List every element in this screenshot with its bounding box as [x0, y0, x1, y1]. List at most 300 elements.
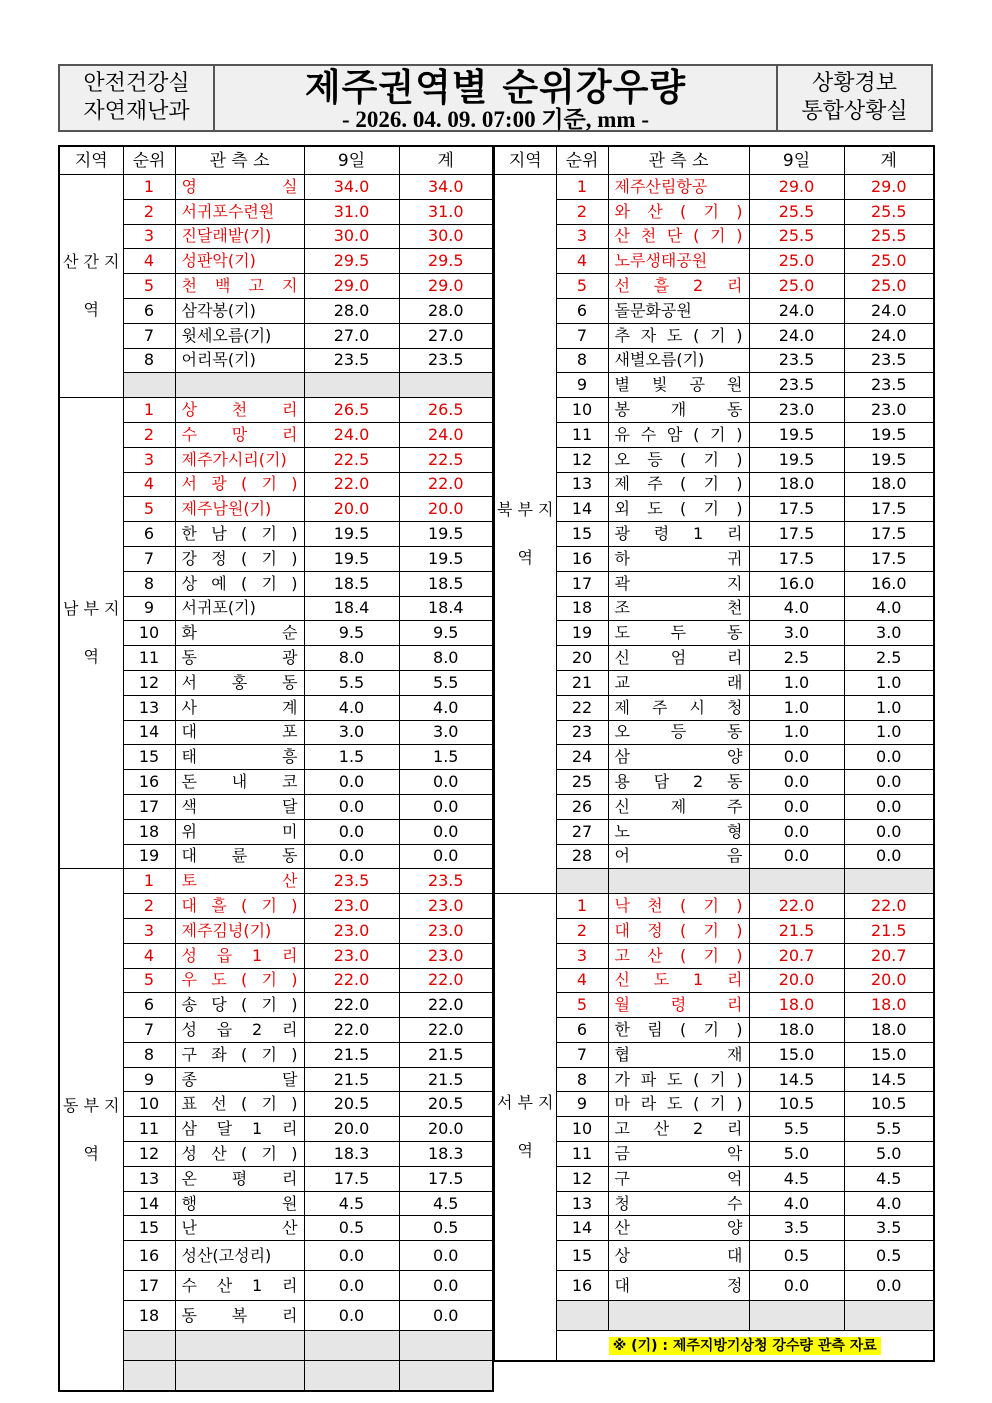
rank-cell: 7	[556, 1042, 608, 1067]
day-cell: 0.0	[304, 1271, 399, 1301]
empty-cell	[399, 1361, 493, 1392]
total-cell: 1.0	[844, 695, 934, 720]
total-cell: 25.0	[844, 274, 934, 299]
region-label-mountain: 산 간 지 역	[59, 175, 123, 398]
rank-cell: 10	[556, 1117, 608, 1142]
table-row	[59, 1117, 493, 1142]
total-cell: 8.0	[399, 646, 493, 671]
day-cell: 5.5	[749, 1117, 844, 1142]
total-cell: 0.0	[399, 1301, 493, 1331]
table-row	[494, 1191, 934, 1216]
station-cell: 와 산 ( 기 )	[608, 199, 749, 224]
day-cell: 0.0	[304, 770, 399, 795]
table-row	[494, 472, 934, 497]
total-cell: 0.0	[399, 1241, 493, 1271]
total-cell: 29.5	[399, 249, 493, 274]
day-cell: 20.0	[304, 497, 399, 522]
table-row	[59, 745, 493, 770]
empty-row	[494, 869, 934, 894]
station-cell: 돈 내 코	[175, 770, 304, 795]
day-cell: 0.0	[749, 1271, 844, 1301]
station-cell: 성 읍 1 리	[175, 943, 304, 968]
org-right-line1: 상황경보	[811, 71, 897, 96]
station-cell: 금 악	[608, 1142, 749, 1167]
rank-cell: 6	[123, 993, 175, 1018]
day-cell: 4.5	[749, 1166, 844, 1191]
org-left-line2: 자연재난과	[83, 99, 190, 124]
total-cell: 22.5	[399, 447, 493, 472]
total-cell: 20.0	[399, 497, 493, 522]
col-day: 9일	[304, 146, 399, 175]
station-cell: 성판악(기)	[175, 249, 304, 274]
total-cell: 18.4	[399, 596, 493, 621]
empty-row	[494, 1301, 934, 1331]
station-cell: 산 양	[608, 1216, 749, 1241]
total-cell: 5.0	[844, 1142, 934, 1167]
station-cell: 유 수 암 ( 기 )	[608, 422, 749, 447]
station-cell: 제주산림항공	[608, 175, 749, 200]
rank-cell: 4	[556, 249, 608, 274]
issuing-department	[60, 66, 215, 130]
station-cell: 별 빛 공 원	[608, 373, 749, 398]
rank-cell: 1	[123, 869, 175, 894]
day-cell: 25.0	[749, 249, 844, 274]
day-cell: 0.0	[749, 844, 844, 869]
rank-cell: 12	[556, 447, 608, 472]
total-cell: 0.0	[399, 819, 493, 844]
total-cell: 24.0	[844, 323, 934, 348]
day-cell: 16.0	[749, 571, 844, 596]
total-cell: 24.0	[399, 422, 493, 447]
total-cell: 22.0	[399, 993, 493, 1018]
rainfall-table-right	[493, 145, 935, 1362]
rank-cell: 1	[123, 175, 175, 200]
empty-cell	[123, 1331, 175, 1361]
rank-cell: 7	[123, 1018, 175, 1043]
station-cell: 대 륜 동	[175, 844, 304, 869]
table-row	[59, 422, 493, 447]
table-row	[59, 844, 493, 869]
rank-cell: 8	[123, 571, 175, 596]
rank-cell: 7	[123, 323, 175, 348]
day-cell: 25.5	[749, 199, 844, 224]
day-cell: 17.5	[749, 546, 844, 571]
day-cell: 4.5	[304, 1191, 399, 1216]
station-cell: 제 주 ( 기 )	[608, 472, 749, 497]
total-cell: 20.7	[844, 943, 934, 968]
station-cell: 위 미	[175, 819, 304, 844]
table-row	[494, 1018, 934, 1043]
day-cell: 25.5	[749, 224, 844, 249]
station-cell: 토 산	[175, 869, 304, 894]
col-rank: 순위	[556, 146, 608, 175]
total-cell: 17.5	[844, 546, 934, 571]
region-label-south: 남 부 지 역	[59, 398, 123, 869]
table-row	[59, 1142, 493, 1167]
rank-cell: 15	[556, 522, 608, 547]
total-cell: 20.5	[399, 1092, 493, 1117]
table-row	[59, 1166, 493, 1191]
day-cell: 0.0	[304, 1301, 399, 1331]
rainfall-table-left	[58, 145, 494, 1392]
day-cell: 19.5	[304, 546, 399, 571]
rank-cell: 8	[556, 348, 608, 373]
rank-cell: 17	[123, 794, 175, 819]
rank-cell: 22	[556, 695, 608, 720]
table-row	[494, 1142, 934, 1167]
col-day: 9일	[749, 146, 844, 175]
station-cell: 수 망 리	[175, 422, 304, 447]
table-row	[59, 894, 493, 919]
table-row	[494, 249, 934, 274]
rank-cell: 5	[556, 993, 608, 1018]
total-cell: 18.0	[844, 993, 934, 1018]
table-row	[59, 522, 493, 547]
footnote-cell	[556, 1331, 934, 1362]
total-cell: 23.5	[844, 348, 934, 373]
table-row	[494, 422, 934, 447]
total-cell: 19.5	[844, 447, 934, 472]
rank-cell: 8	[556, 1067, 608, 1092]
table-row	[59, 546, 493, 571]
total-cell: 10.5	[844, 1092, 934, 1117]
day-cell: 1.0	[749, 695, 844, 720]
day-cell: 0.0	[749, 770, 844, 795]
rank-cell: 16	[123, 1241, 175, 1271]
station-cell: 한 남 ( 기 )	[175, 522, 304, 547]
rank-cell: 3	[123, 447, 175, 472]
total-cell: 22.0	[844, 894, 934, 919]
total-cell: 21.5	[844, 918, 934, 943]
table-row	[59, 348, 493, 373]
col-total: 계	[844, 146, 934, 175]
table-header-row	[494, 146, 934, 175]
table-row	[59, 298, 493, 323]
empty-cell	[123, 1361, 175, 1392]
rank-cell: 5	[123, 497, 175, 522]
station-cell: 삼 달 1 리	[175, 1117, 304, 1142]
day-cell: 19.5	[304, 522, 399, 547]
station-cell: 광 령 1 리	[608, 522, 749, 547]
total-cell: 1.5	[399, 745, 493, 770]
total-cell: 23.0	[399, 894, 493, 919]
day-cell: 4.0	[749, 596, 844, 621]
table-row	[494, 596, 934, 621]
table-row	[59, 869, 493, 894]
rank-cell: 5	[123, 968, 175, 993]
station-cell: 강 정 ( 기 )	[175, 546, 304, 571]
day-cell: 23.5	[304, 348, 399, 373]
rank-cell: 13	[123, 695, 175, 720]
station-cell: 제 주 시 청	[608, 695, 749, 720]
station-cell: 선 흘 2 리	[608, 274, 749, 299]
total-cell: 18.5	[399, 571, 493, 596]
station-cell: 서귀포(기)	[175, 596, 304, 621]
total-cell: 0.0	[399, 1271, 493, 1301]
day-cell: 23.5	[749, 373, 844, 398]
station-cell: 제주김녕(기)	[175, 918, 304, 943]
station-cell: 청 수	[608, 1191, 749, 1216]
table-row	[59, 274, 493, 299]
rank-cell: 16	[556, 1271, 608, 1301]
total-cell: 22.0	[399, 472, 493, 497]
station-cell: 대 포	[175, 720, 304, 745]
day-cell: 0.0	[304, 794, 399, 819]
empty-cell	[608, 1301, 749, 1331]
table-row	[494, 993, 934, 1018]
rank-cell: 14	[123, 1191, 175, 1216]
total-cell: 34.0	[399, 175, 493, 200]
rank-cell: 8	[123, 1042, 175, 1067]
total-cell: 24.0	[844, 298, 934, 323]
table-row	[59, 918, 493, 943]
rank-cell: 10	[123, 1092, 175, 1117]
situation-room	[776, 66, 931, 130]
empty-row	[494, 1331, 934, 1362]
station-cell: 곽 지	[608, 571, 749, 596]
total-cell: 23.0	[844, 398, 934, 423]
station-cell: 수 산 1 리	[175, 1271, 304, 1301]
station-cell: 송 당 ( 기 )	[175, 993, 304, 1018]
day-cell: 18.0	[749, 1018, 844, 1043]
rank-cell: 10	[123, 621, 175, 646]
day-cell: 21.5	[304, 1067, 399, 1092]
total-cell: 18.0	[844, 1018, 934, 1043]
table-row	[59, 695, 493, 720]
day-cell: 18.0	[749, 472, 844, 497]
day-cell: 20.0	[304, 1117, 399, 1142]
page-subtitle: - 2026. 04. 09. 07:00 기준, mm -	[342, 107, 649, 132]
station-cell: 종 달	[175, 1067, 304, 1092]
total-cell: 2.5	[844, 646, 934, 671]
rank-cell: 9	[123, 1067, 175, 1092]
total-cell: 29.0	[399, 274, 493, 299]
day-cell: 17.5	[749, 522, 844, 547]
day-cell: 23.0	[304, 894, 399, 919]
rank-cell: 25	[556, 770, 608, 795]
total-cell: 0.0	[844, 770, 934, 795]
total-cell: 5.5	[399, 670, 493, 695]
rank-cell: 15	[123, 1216, 175, 1241]
table-row	[494, 1216, 934, 1241]
rank-cell: 1	[123, 398, 175, 423]
rank-cell: 20	[556, 646, 608, 671]
table-row	[59, 596, 493, 621]
empty-cell	[844, 869, 934, 894]
table-row	[59, 993, 493, 1018]
rank-cell: 11	[556, 422, 608, 447]
station-cell: 고 산 ( 기 )	[608, 943, 749, 968]
day-cell: 19.5	[749, 447, 844, 472]
station-cell: 하 귀	[608, 546, 749, 571]
rank-cell: 27	[556, 819, 608, 844]
day-cell: 29.0	[304, 274, 399, 299]
total-cell: 0.5	[844, 1241, 934, 1271]
empty-row	[59, 373, 493, 398]
rank-cell: 9	[123, 596, 175, 621]
total-cell: 23.5	[399, 869, 493, 894]
rank-cell: 26	[556, 794, 608, 819]
day-cell: 18.0	[749, 993, 844, 1018]
day-cell: 15.0	[749, 1042, 844, 1067]
rank-cell: 11	[123, 646, 175, 671]
empty-cell	[399, 1331, 493, 1361]
rank-cell: 3	[556, 224, 608, 249]
total-cell: 14.5	[844, 1067, 934, 1092]
rank-cell: 14	[556, 497, 608, 522]
total-cell: 22.0	[399, 1018, 493, 1043]
table-row	[494, 670, 934, 695]
table-row	[59, 819, 493, 844]
station-cell: 산 천 단 ( 기 )	[608, 224, 749, 249]
total-cell: 30.0	[399, 224, 493, 249]
total-cell: 23.5	[844, 373, 934, 398]
total-cell: 0.0	[844, 819, 934, 844]
table-row	[494, 447, 934, 472]
total-cell: 17.5	[844, 522, 934, 547]
station-cell: 서귀포수련원	[175, 199, 304, 224]
rank-cell: 7	[556, 323, 608, 348]
day-cell: 21.5	[749, 918, 844, 943]
station-cell: 오 등 동	[608, 720, 749, 745]
table-row	[59, 571, 493, 596]
rank-cell: 3	[123, 224, 175, 249]
day-cell: 23.5	[304, 869, 399, 894]
day-cell: 24.0	[304, 422, 399, 447]
day-cell: 21.5	[304, 1042, 399, 1067]
station-cell: 용 담 2 동	[608, 770, 749, 795]
station-cell: 성 읍 2 리	[175, 1018, 304, 1043]
station-cell: 조 천	[608, 596, 749, 621]
rank-cell: 15	[556, 1241, 608, 1271]
total-cell: 27.0	[399, 323, 493, 348]
day-cell: 19.5	[749, 422, 844, 447]
table-row	[494, 943, 934, 968]
day-cell: 31.0	[304, 199, 399, 224]
rank-cell: 13	[556, 1191, 608, 1216]
total-cell: 5.5	[844, 1117, 934, 1142]
day-cell: 22.0	[304, 993, 399, 1018]
station-cell: 서 홍 동	[175, 670, 304, 695]
day-cell: 3.0	[304, 720, 399, 745]
empty-cell	[175, 1361, 304, 1392]
table-row	[59, 1301, 493, 1331]
rank-cell: 28	[556, 844, 608, 869]
empty-cell	[304, 1361, 399, 1392]
table-row	[494, 1067, 934, 1092]
station-cell: 성산(고성리)	[175, 1241, 304, 1271]
station-cell: 난 산	[175, 1216, 304, 1241]
day-cell: 29.0	[749, 175, 844, 200]
total-cell: 21.5	[399, 1042, 493, 1067]
table-row	[494, 546, 934, 571]
table-row	[59, 621, 493, 646]
title-block	[215, 66, 776, 130]
table-row	[494, 1271, 934, 1301]
table-row	[59, 249, 493, 274]
station-cell: 노 형	[608, 819, 749, 844]
empty-cell	[304, 1331, 399, 1361]
total-cell: 17.5	[399, 1166, 493, 1191]
table-row	[59, 447, 493, 472]
table-row	[494, 571, 934, 596]
day-cell: 22.0	[304, 1018, 399, 1043]
rank-cell: 6	[556, 298, 608, 323]
day-cell: 17.5	[749, 497, 844, 522]
total-cell: 20.0	[844, 968, 934, 993]
table-row	[494, 224, 934, 249]
col-rank: 순위	[123, 146, 175, 175]
total-cell: 0.5	[399, 1216, 493, 1241]
table-row	[59, 1241, 493, 1271]
empty-cell	[123, 373, 175, 398]
empty-cell	[749, 1301, 844, 1331]
table-row	[59, 323, 493, 348]
rank-cell: 2	[123, 422, 175, 447]
station-cell: 도 두 동	[608, 621, 749, 646]
empty-cell	[608, 869, 749, 894]
table-row	[494, 621, 934, 646]
station-cell: 협 재	[608, 1042, 749, 1067]
rank-cell: 9	[556, 1092, 608, 1117]
rank-cell: 6	[123, 522, 175, 547]
table-row	[494, 175, 934, 200]
total-cell: 25.5	[844, 199, 934, 224]
day-cell: 5.0	[749, 1142, 844, 1167]
rank-cell: 14	[123, 720, 175, 745]
station-cell: 신 제 주	[608, 794, 749, 819]
total-cell: 1.0	[844, 720, 934, 745]
station-cell: 동 복 리	[175, 1301, 304, 1331]
day-cell: 24.0	[749, 323, 844, 348]
total-cell: 28.0	[399, 298, 493, 323]
total-cell: 23.0	[399, 943, 493, 968]
total-cell: 23.5	[399, 348, 493, 373]
day-cell: 0.0	[749, 819, 844, 844]
day-cell: 20.0	[749, 968, 844, 993]
day-cell: 23.0	[304, 943, 399, 968]
rank-cell: 17	[123, 1271, 175, 1301]
table-row	[494, 1042, 934, 1067]
station-cell: 삼 양	[608, 745, 749, 770]
total-cell: 15.0	[844, 1042, 934, 1067]
total-cell: 23.0	[399, 918, 493, 943]
day-cell: 3.5	[749, 1216, 844, 1241]
table-row	[494, 918, 934, 943]
station-cell: 태 흥	[175, 745, 304, 770]
table-row	[494, 1241, 934, 1271]
table-row	[59, 670, 493, 695]
table-row	[59, 1067, 493, 1092]
day-cell: 28.0	[304, 298, 399, 323]
total-cell: 26.5	[399, 398, 493, 423]
col-region: 지역	[59, 146, 123, 175]
station-cell: 한 림 ( 기 )	[608, 1018, 749, 1043]
station-cell: 봉 개 동	[608, 398, 749, 423]
table-row	[494, 968, 934, 993]
station-cell: 대 정 ( 기 )	[608, 918, 749, 943]
rank-cell: 12	[123, 1142, 175, 1167]
total-cell: 29.0	[844, 175, 934, 200]
total-cell: 31.0	[399, 199, 493, 224]
day-cell: 24.0	[749, 298, 844, 323]
rank-cell: 18	[556, 596, 608, 621]
total-cell: 4.0	[844, 596, 934, 621]
table-row	[59, 720, 493, 745]
table-row	[494, 373, 934, 398]
day-cell: 27.0	[304, 323, 399, 348]
rank-cell: 9	[556, 373, 608, 398]
